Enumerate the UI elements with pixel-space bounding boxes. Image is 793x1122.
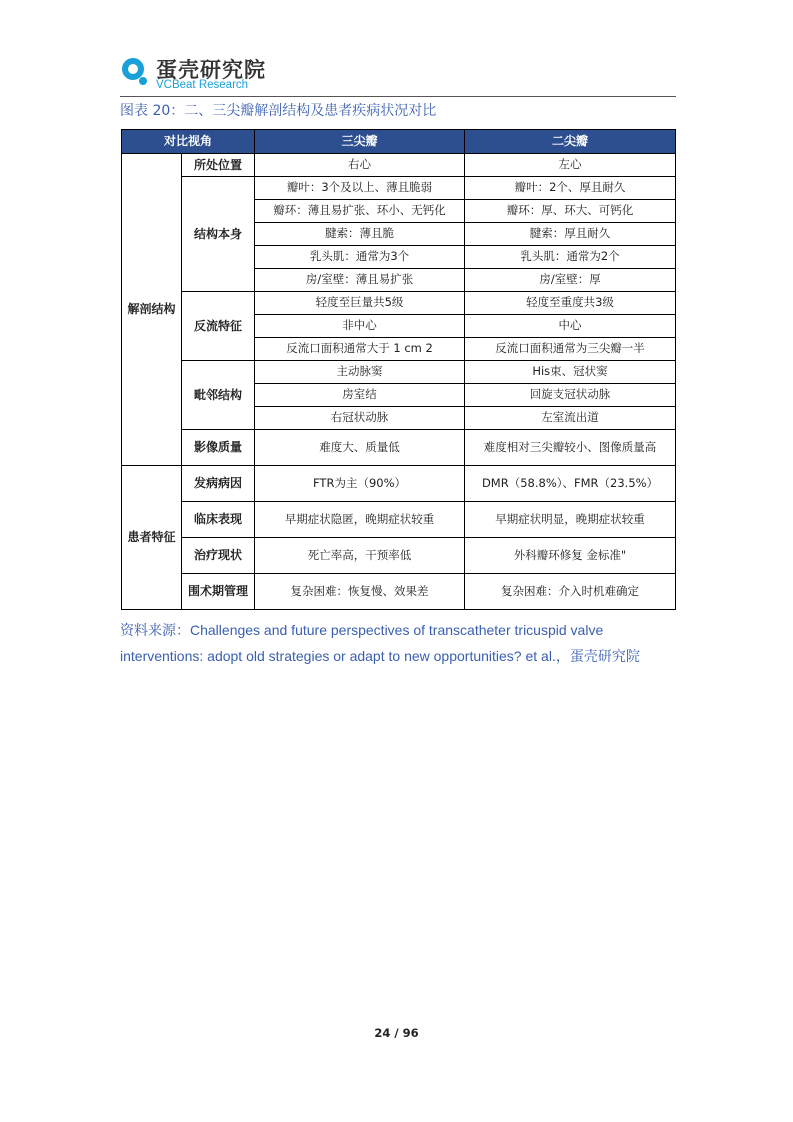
brand-name-en: VCBeat Research bbox=[156, 79, 249, 91]
tricuspid-cell: 瓣叶：3个及以上、薄且脆弱 bbox=[255, 177, 465, 200]
table-row bbox=[122, 538, 676, 574]
mitral-cell: DMR（58.8%）、FMR（23.5%） bbox=[465, 466, 676, 502]
tricuspid-cell: 腱索：薄且脆 bbox=[255, 223, 465, 246]
category-patient: 患者特征 bbox=[122, 466, 182, 610]
tricuspid-cell: 右心 bbox=[255, 154, 465, 177]
header-tricuspid: 三尖瓣 bbox=[255, 130, 465, 154]
mitral-cell: 早期症状明显，晚期症状较重 bbox=[465, 502, 676, 538]
subcategory-imaging: 影像质量 bbox=[182, 430, 255, 466]
mitral-cell: 乳头肌：通常为2个 bbox=[465, 246, 676, 269]
tricuspid-cell: 轻度至巨量共5级 bbox=[255, 292, 465, 315]
table-row bbox=[122, 430, 676, 466]
page-number: 24 / 96 bbox=[374, 1026, 419, 1040]
header-mitral: 二尖瓣 bbox=[465, 130, 676, 154]
mitral-cell: 回旋支冠状动脉 bbox=[465, 384, 676, 407]
mitral-cell: 反流口面积通常为三尖瓣一半 bbox=[465, 338, 676, 361]
figure-title: 图表 20：二、三尖瓣解剖结构及患者疾病状况对比 bbox=[120, 103, 437, 119]
subcategory-periop: 围术期管理 bbox=[182, 574, 255, 610]
tricuspid-cell: 房室结 bbox=[255, 384, 465, 407]
comparison-table bbox=[121, 129, 676, 610]
mitral-cell: 左心 bbox=[465, 154, 676, 177]
mitral-cell: 瓣叶：2个、厚且耐久 bbox=[465, 177, 676, 200]
table-row bbox=[122, 177, 676, 200]
tricuspid-cell: 复杂困难：恢复慢、效果差 bbox=[255, 574, 465, 610]
mitral-cell: 中心 bbox=[465, 315, 676, 338]
tricuspid-cell: 主动脉窦 bbox=[255, 361, 465, 384]
subcategory-location: 所处位置 bbox=[182, 154, 255, 177]
subcategory-regurgitation: 反流特征 bbox=[182, 292, 255, 361]
tricuspid-cell: 房/室壁：薄且易扩张 bbox=[255, 269, 465, 292]
subcategory-structure: 结构本身 bbox=[182, 177, 255, 292]
table-row bbox=[122, 574, 676, 610]
tricuspid-cell: 乳头肌：通常为3个 bbox=[255, 246, 465, 269]
subcategory-etiology: 发病病因 bbox=[182, 466, 255, 502]
brand-name-cn: 蛋壳研究院 bbox=[156, 58, 266, 82]
subcategory-clinical: 临床表现 bbox=[182, 502, 255, 538]
tricuspid-cell: 非中心 bbox=[255, 315, 465, 338]
mitral-cell: 难度相对三尖瓣较小、图像质量高 bbox=[465, 430, 676, 466]
tricuspid-cell: 瓣环：薄且易扩张、环小、无钙化 bbox=[255, 200, 465, 223]
table-row bbox=[122, 292, 676, 315]
mitral-cell: 房/室壁：厚 bbox=[465, 269, 676, 292]
table-row bbox=[122, 502, 676, 538]
subcategory-treatment: 治疗现状 bbox=[182, 538, 255, 574]
page-header bbox=[120, 54, 676, 97]
mitral-cell: 轻度至重度共3级 bbox=[465, 292, 676, 315]
header-perspective: 对比视角 bbox=[122, 130, 255, 154]
mitral-cell: 瓣环：厚、环大、可钙化 bbox=[465, 200, 676, 223]
mitral-cell: 外科瓣环修复 金标准" bbox=[465, 538, 676, 574]
category-anatomy: 解剖结构 bbox=[122, 154, 182, 466]
mitral-cell: 复杂困难：介入时机难确定 bbox=[465, 574, 676, 610]
tricuspid-cell: 反流口面积通常大于 1 cm 2 bbox=[255, 338, 465, 361]
mitral-cell: 腱索：厚且耐久 bbox=[465, 223, 676, 246]
table-row bbox=[122, 466, 676, 502]
tricuspid-cell: 早期症状隐匿，晚期症状较重 bbox=[255, 502, 465, 538]
table-row bbox=[122, 154, 676, 177]
tricuspid-cell: 死亡率高，干预率低 bbox=[255, 538, 465, 574]
tricuspid-cell: 右冠状动脉 bbox=[255, 407, 465, 430]
mitral-cell: 左室流出道 bbox=[465, 407, 676, 430]
tricuspid-cell: FTR为主（90%） bbox=[255, 466, 465, 502]
source-note: 资料来源：Challenges and future perspectives of transcatheter tricuspid valve interventions: adopt old strategies or adapt to new opportunities? et al.，蛋壳研究院 bbox=[120, 622, 640, 664]
mitral-cell: His束、冠状窦 bbox=[465, 361, 676, 384]
subcategory-adjacent: 毗邻结构 bbox=[182, 361, 255, 430]
logo-dot-icon bbox=[139, 77, 147, 85]
table-row bbox=[122, 361, 676, 384]
tricuspid-cell: 难度大、质量低 bbox=[255, 430, 465, 466]
